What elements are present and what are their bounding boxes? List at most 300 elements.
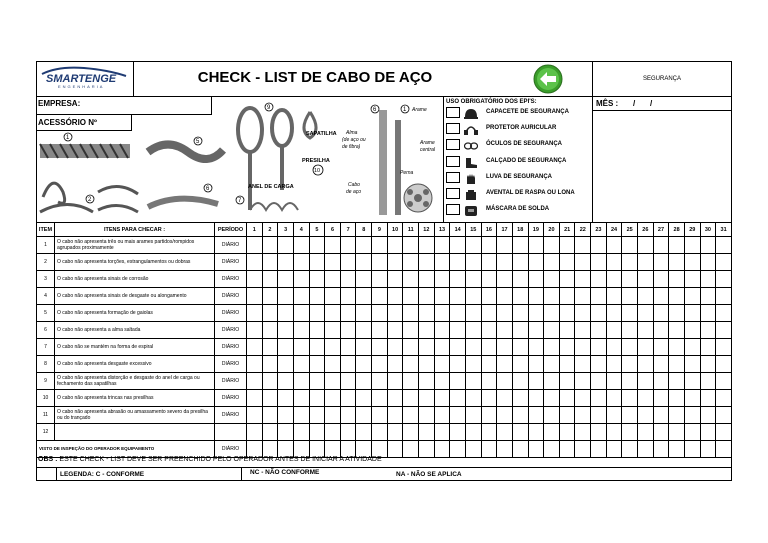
- check-cell[interactable]: [387, 254, 403, 271]
- check-cell[interactable]: [559, 424, 575, 441]
- check-cell[interactable]: [700, 305, 716, 322]
- check-cell[interactable]: [309, 424, 325, 441]
- check-cell[interactable]: [434, 271, 450, 288]
- check-cell[interactable]: [528, 356, 544, 373]
- check-cell[interactable]: [653, 271, 669, 288]
- check-cell[interactable]: [684, 407, 700, 424]
- check-cell[interactable]: [653, 339, 669, 356]
- check-cell[interactable]: [262, 271, 278, 288]
- check-cell[interactable]: [497, 237, 513, 254]
- check-cell[interactable]: [325, 390, 341, 407]
- check-cell[interactable]: [684, 237, 700, 254]
- check-cell[interactable]: [325, 339, 341, 356]
- check-cell[interactable]: [419, 424, 435, 441]
- check-cell[interactable]: [434, 441, 450, 458]
- check-cell[interactable]: [606, 390, 622, 407]
- check-cell[interactable]: [575, 271, 591, 288]
- check-cell[interactable]: [419, 373, 435, 390]
- check-cell[interactable]: [247, 271, 263, 288]
- check-cell[interactable]: [622, 373, 638, 390]
- check-cell[interactable]: [278, 254, 294, 271]
- check-cell[interactable]: [403, 373, 419, 390]
- check-cell[interactable]: [544, 441, 560, 458]
- check-cell[interactable]: [372, 305, 388, 322]
- check-cell[interactable]: [653, 441, 669, 458]
- check-cell[interactable]: [419, 339, 435, 356]
- check-cell[interactable]: [700, 288, 716, 305]
- check-cell[interactable]: [575, 407, 591, 424]
- check-cell[interactable]: [575, 254, 591, 271]
- epi-checkbox[interactable]: [446, 172, 460, 183]
- check-cell[interactable]: [716, 441, 732, 458]
- check-cell[interactable]: [403, 322, 419, 339]
- check-cell[interactable]: [669, 424, 685, 441]
- check-cell[interactable]: [606, 271, 622, 288]
- check-cell[interactable]: [669, 407, 685, 424]
- check-cell[interactable]: [653, 288, 669, 305]
- check-cell[interactable]: [387, 305, 403, 322]
- check-cell[interactable]: [356, 441, 372, 458]
- check-cell[interactable]: [544, 305, 560, 322]
- check-cell[interactable]: [325, 254, 341, 271]
- check-cell[interactable]: [591, 271, 607, 288]
- check-cell[interactable]: [262, 322, 278, 339]
- check-cell[interactable]: [262, 373, 278, 390]
- check-cell[interactable]: [262, 305, 278, 322]
- check-cell[interactable]: [450, 424, 466, 441]
- check-cell[interactable]: [512, 339, 528, 356]
- check-cell[interactable]: [591, 424, 607, 441]
- check-cell[interactable]: [356, 322, 372, 339]
- check-cell[interactable]: [403, 356, 419, 373]
- check-cell[interactable]: [528, 288, 544, 305]
- check-cell[interactable]: [544, 407, 560, 424]
- check-cell[interactable]: [340, 254, 356, 271]
- check-cell[interactable]: [278, 237, 294, 254]
- check-cell[interactable]: [309, 373, 325, 390]
- check-cell[interactable]: [325, 441, 341, 458]
- check-cell[interactable]: [247, 441, 263, 458]
- check-cell[interactable]: [465, 271, 481, 288]
- check-cell[interactable]: [528, 373, 544, 390]
- check-cell[interactable]: [481, 424, 497, 441]
- check-cell[interactable]: [622, 254, 638, 271]
- check-cell[interactable]: [340, 441, 356, 458]
- check-cell[interactable]: [372, 407, 388, 424]
- check-cell[interactable]: [497, 373, 513, 390]
- check-cell[interactable]: [293, 254, 309, 271]
- check-cell[interactable]: [716, 339, 732, 356]
- check-cell[interactable]: [481, 441, 497, 458]
- check-cell[interactable]: [450, 271, 466, 288]
- check-cell[interactable]: [481, 322, 497, 339]
- check-cell[interactable]: [434, 407, 450, 424]
- check-cell[interactable]: [465, 322, 481, 339]
- check-cell[interactable]: [403, 390, 419, 407]
- check-cell[interactable]: [340, 373, 356, 390]
- check-cell[interactable]: [684, 424, 700, 441]
- check-cell[interactable]: [403, 407, 419, 424]
- check-cell[interactable]: [528, 407, 544, 424]
- check-cell[interactable]: [512, 322, 528, 339]
- check-cell[interactable]: [387, 288, 403, 305]
- check-cell[interactable]: [293, 424, 309, 441]
- check-cell[interactable]: [419, 390, 435, 407]
- check-cell[interactable]: [716, 322, 732, 339]
- check-cell[interactable]: [684, 339, 700, 356]
- check-cell[interactable]: [481, 254, 497, 271]
- check-cell[interactable]: [497, 271, 513, 288]
- check-cell[interactable]: [325, 407, 341, 424]
- check-cell[interactable]: [700, 271, 716, 288]
- check-cell[interactable]: [450, 254, 466, 271]
- check-cell[interactable]: [309, 339, 325, 356]
- check-cell[interactable]: [247, 254, 263, 271]
- check-cell[interactable]: [575, 441, 591, 458]
- check-cell[interactable]: [497, 305, 513, 322]
- check-cell[interactable]: [309, 254, 325, 271]
- check-cell[interactable]: [575, 390, 591, 407]
- check-cell[interactable]: [372, 390, 388, 407]
- check-cell[interactable]: [591, 339, 607, 356]
- check-cell[interactable]: [669, 373, 685, 390]
- check-cell[interactable]: [622, 237, 638, 254]
- check-cell[interactable]: [419, 407, 435, 424]
- check-cell[interactable]: [419, 322, 435, 339]
- check-cell[interactable]: [606, 373, 622, 390]
- check-cell[interactable]: [528, 441, 544, 458]
- check-cell[interactable]: [419, 271, 435, 288]
- check-cell[interactable]: [356, 254, 372, 271]
- check-cell[interactable]: [684, 254, 700, 271]
- check-cell[interactable]: [638, 441, 654, 458]
- check-cell[interactable]: [450, 305, 466, 322]
- check-cell[interactable]: [309, 390, 325, 407]
- check-cell[interactable]: [512, 288, 528, 305]
- check-cell[interactable]: [497, 441, 513, 458]
- check-cell[interactable]: [419, 254, 435, 271]
- check-cell[interactable]: [434, 424, 450, 441]
- check-cell[interactable]: [403, 237, 419, 254]
- check-cell[interactable]: [419, 288, 435, 305]
- check-cell[interactable]: [278, 271, 294, 288]
- check-cell[interactable]: [419, 237, 435, 254]
- check-cell[interactable]: [544, 322, 560, 339]
- check-cell[interactable]: [434, 254, 450, 271]
- check-cell[interactable]: [340, 271, 356, 288]
- check-cell[interactable]: [278, 373, 294, 390]
- check-cell[interactable]: [559, 237, 575, 254]
- check-cell[interactable]: [293, 339, 309, 356]
- epi-checkbox[interactable]: [446, 139, 460, 150]
- check-cell[interactable]: [278, 424, 294, 441]
- check-cell[interactable]: [309, 288, 325, 305]
- check-cell[interactable]: [481, 356, 497, 373]
- check-cell[interactable]: [372, 288, 388, 305]
- check-cell[interactable]: [606, 339, 622, 356]
- check-cell[interactable]: [325, 271, 341, 288]
- check-cell[interactable]: [497, 339, 513, 356]
- check-cell[interactable]: [512, 424, 528, 441]
- check-cell[interactable]: [512, 254, 528, 271]
- check-cell[interactable]: [638, 373, 654, 390]
- check-cell[interactable]: [481, 407, 497, 424]
- check-cell[interactable]: [669, 356, 685, 373]
- check-cell[interactable]: [465, 424, 481, 441]
- check-cell[interactable]: [356, 424, 372, 441]
- check-cell[interactable]: [325, 288, 341, 305]
- check-cell[interactable]: [372, 271, 388, 288]
- check-cell[interactable]: [528, 254, 544, 271]
- check-cell[interactable]: [700, 322, 716, 339]
- check-cell[interactable]: [716, 424, 732, 441]
- check-cell[interactable]: [340, 356, 356, 373]
- check-cell[interactable]: [450, 339, 466, 356]
- check-cell[interactable]: [606, 322, 622, 339]
- check-cell[interactable]: [372, 441, 388, 458]
- check-cell[interactable]: [591, 356, 607, 373]
- check-cell[interactable]: [387, 356, 403, 373]
- check-cell[interactable]: [465, 305, 481, 322]
- check-cell[interactable]: [653, 322, 669, 339]
- check-cell[interactable]: [309, 237, 325, 254]
- check-cell[interactable]: [669, 237, 685, 254]
- check-cell[interactable]: [403, 339, 419, 356]
- check-cell[interactable]: [450, 441, 466, 458]
- check-cell[interactable]: [684, 373, 700, 390]
- check-cell[interactable]: [669, 271, 685, 288]
- check-cell[interactable]: [528, 322, 544, 339]
- check-cell[interactable]: [716, 288, 732, 305]
- check-cell[interactable]: [700, 441, 716, 458]
- check-cell[interactable]: [450, 373, 466, 390]
- check-cell[interactable]: [622, 441, 638, 458]
- check-cell[interactable]: [403, 271, 419, 288]
- epi-checkbox[interactable]: [446, 204, 460, 215]
- check-cell[interactable]: [247, 407, 263, 424]
- check-cell[interactable]: [544, 288, 560, 305]
- check-cell[interactable]: [528, 305, 544, 322]
- check-cell[interactable]: [622, 322, 638, 339]
- check-cell[interactable]: [653, 373, 669, 390]
- check-cell[interactable]: [700, 339, 716, 356]
- check-cell[interactable]: [372, 237, 388, 254]
- check-cell[interactable]: [591, 322, 607, 339]
- check-cell[interactable]: [309, 407, 325, 424]
- check-cell[interactable]: [528, 424, 544, 441]
- check-cell[interactable]: [606, 424, 622, 441]
- check-cell[interactable]: [716, 237, 732, 254]
- check-cell[interactable]: [622, 407, 638, 424]
- check-cell[interactable]: [606, 237, 622, 254]
- check-cell[interactable]: [512, 373, 528, 390]
- check-cell[interactable]: [293, 390, 309, 407]
- check-cell[interactable]: [325, 237, 341, 254]
- check-cell[interactable]: [434, 322, 450, 339]
- check-cell[interactable]: [387, 322, 403, 339]
- check-cell[interactable]: [450, 322, 466, 339]
- check-cell[interactable]: [669, 305, 685, 322]
- check-cell[interactable]: [700, 254, 716, 271]
- check-cell[interactable]: [293, 356, 309, 373]
- check-cell[interactable]: [309, 305, 325, 322]
- check-cell[interactable]: [638, 254, 654, 271]
- check-cell[interactable]: [450, 237, 466, 254]
- check-cell[interactable]: [559, 254, 575, 271]
- check-cell[interactable]: [372, 254, 388, 271]
- check-cell[interactable]: [591, 305, 607, 322]
- check-cell[interactable]: [497, 356, 513, 373]
- check-cell[interactable]: [497, 322, 513, 339]
- empresa-field[interactable]: [36, 97, 212, 115]
- check-cell[interactable]: [387, 237, 403, 254]
- check-cell[interactable]: [372, 322, 388, 339]
- check-cell[interactable]: [669, 322, 685, 339]
- check-cell[interactable]: [356, 356, 372, 373]
- check-cell[interactable]: [638, 322, 654, 339]
- check-cell[interactable]: [262, 356, 278, 373]
- check-cell[interactable]: [293, 407, 309, 424]
- check-cell[interactable]: [387, 424, 403, 441]
- check-cell[interactable]: [325, 305, 341, 322]
- check-cell[interactable]: [356, 407, 372, 424]
- check-cell[interactable]: [419, 441, 435, 458]
- check-cell[interactable]: [262, 424, 278, 441]
- check-cell[interactable]: [262, 441, 278, 458]
- check-cell[interactable]: [465, 339, 481, 356]
- check-cell[interactable]: [559, 373, 575, 390]
- check-cell[interactable]: [387, 441, 403, 458]
- check-cell[interactable]: [247, 237, 263, 254]
- check-cell[interactable]: [293, 441, 309, 458]
- check-cell[interactable]: [544, 373, 560, 390]
- check-cell[interactable]: [559, 441, 575, 458]
- check-cell[interactable]: [653, 305, 669, 322]
- check-cell[interactable]: [653, 237, 669, 254]
- check-cell[interactable]: [403, 424, 419, 441]
- check-cell[interactable]: [700, 373, 716, 390]
- check-cell[interactable]: [575, 305, 591, 322]
- check-cell[interactable]: [512, 356, 528, 373]
- check-cell[interactable]: [700, 407, 716, 424]
- check-cell[interactable]: [481, 237, 497, 254]
- check-cell[interactable]: [387, 390, 403, 407]
- check-cell[interactable]: [622, 305, 638, 322]
- check-cell[interactable]: [622, 390, 638, 407]
- check-cell[interactable]: [606, 441, 622, 458]
- check-cell[interactable]: [356, 271, 372, 288]
- check-cell[interactable]: [591, 441, 607, 458]
- check-cell[interactable]: [700, 390, 716, 407]
- check-cell[interactable]: [262, 237, 278, 254]
- check-cell[interactable]: [559, 407, 575, 424]
- check-cell[interactable]: [356, 339, 372, 356]
- check-cell[interactable]: [653, 254, 669, 271]
- check-cell[interactable]: [497, 288, 513, 305]
- check-cell[interactable]: [247, 288, 263, 305]
- check-cell[interactable]: [465, 407, 481, 424]
- check-cell[interactable]: [544, 424, 560, 441]
- check-cell[interactable]: [528, 237, 544, 254]
- check-cell[interactable]: [387, 339, 403, 356]
- check-cell[interactable]: [309, 356, 325, 373]
- check-cell[interactable]: [653, 407, 669, 424]
- check-cell[interactable]: [293, 322, 309, 339]
- check-cell[interactable]: [669, 441, 685, 458]
- check-cell[interactable]: [309, 441, 325, 458]
- check-cell[interactable]: [340, 288, 356, 305]
- check-cell[interactable]: [481, 339, 497, 356]
- check-cell[interactable]: [356, 288, 372, 305]
- check-cell[interactable]: [325, 356, 341, 373]
- check-cell[interactable]: [591, 390, 607, 407]
- check-cell[interactable]: [278, 339, 294, 356]
- check-cell[interactable]: [700, 424, 716, 441]
- check-cell[interactable]: [481, 288, 497, 305]
- check-cell[interactable]: [481, 373, 497, 390]
- check-cell[interactable]: [684, 356, 700, 373]
- check-cell[interactable]: [293, 237, 309, 254]
- check-cell[interactable]: [325, 322, 341, 339]
- check-cell[interactable]: [340, 407, 356, 424]
- check-cell[interactable]: [247, 373, 263, 390]
- check-cell[interactable]: [684, 441, 700, 458]
- check-cell[interactable]: [622, 271, 638, 288]
- check-cell[interactable]: [387, 407, 403, 424]
- check-cell[interactable]: [591, 288, 607, 305]
- check-cell[interactable]: [512, 441, 528, 458]
- epi-checkbox[interactable]: [446, 123, 460, 134]
- check-cell[interactable]: [638, 407, 654, 424]
- check-cell[interactable]: [716, 305, 732, 322]
- check-cell[interactable]: [669, 390, 685, 407]
- epi-checkbox[interactable]: [446, 107, 460, 118]
- check-cell[interactable]: [465, 237, 481, 254]
- check-cell[interactable]: [622, 356, 638, 373]
- check-cell[interactable]: [622, 339, 638, 356]
- check-cell[interactable]: [340, 424, 356, 441]
- check-cell[interactable]: [544, 237, 560, 254]
- check-cell[interactable]: [262, 339, 278, 356]
- check-cell[interactable]: [622, 288, 638, 305]
- check-cell[interactable]: [544, 339, 560, 356]
- check-cell[interactable]: [684, 288, 700, 305]
- check-cell[interactable]: [247, 356, 263, 373]
- check-cell[interactable]: [528, 339, 544, 356]
- check-cell[interactable]: [356, 305, 372, 322]
- check-cell[interactable]: [638, 390, 654, 407]
- check-cell[interactable]: [497, 424, 513, 441]
- epi-checkbox[interactable]: [446, 188, 460, 199]
- check-cell[interactable]: [559, 356, 575, 373]
- check-cell[interactable]: [293, 271, 309, 288]
- check-cell[interactable]: [434, 390, 450, 407]
- check-cell[interactable]: [403, 254, 419, 271]
- check-cell[interactable]: [325, 424, 341, 441]
- check-cell[interactable]: [356, 373, 372, 390]
- check-cell[interactable]: [372, 373, 388, 390]
- check-cell[interactable]: [372, 356, 388, 373]
- check-cell[interactable]: [669, 288, 685, 305]
- check-cell[interactable]: [262, 390, 278, 407]
- check-cell[interactable]: [622, 424, 638, 441]
- check-cell[interactable]: [247, 339, 263, 356]
- check-cell[interactable]: [559, 288, 575, 305]
- check-cell[interactable]: [559, 339, 575, 356]
- check-cell[interactable]: [340, 322, 356, 339]
- check-cell[interactable]: [575, 288, 591, 305]
- check-cell[interactable]: [465, 373, 481, 390]
